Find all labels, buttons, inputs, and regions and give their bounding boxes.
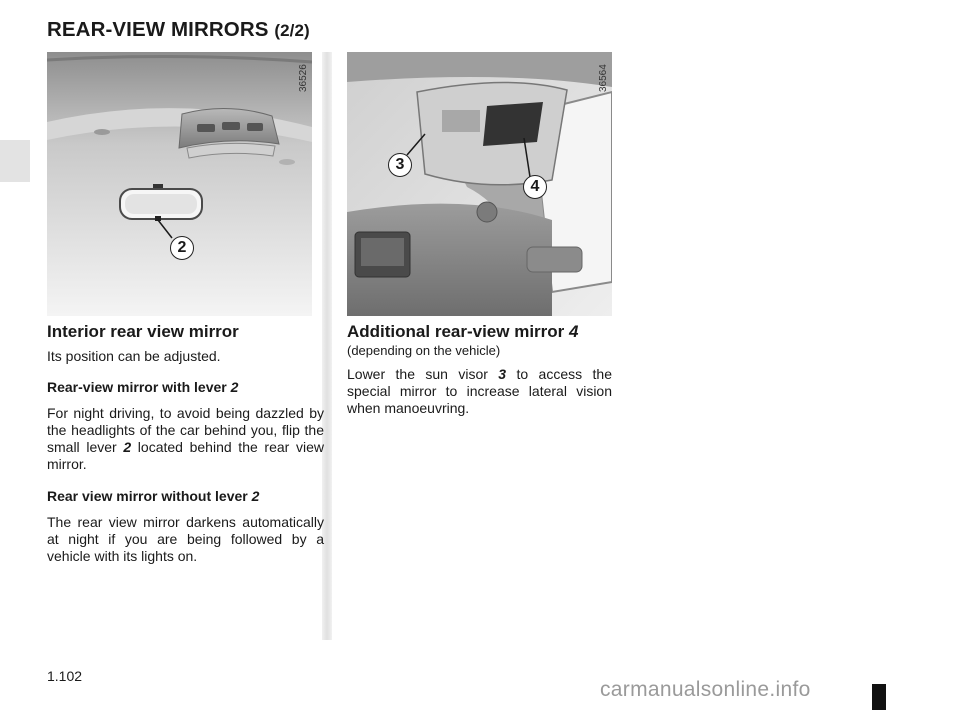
lever-ref: 2	[251, 488, 260, 504]
page-corner-mark	[872, 684, 886, 710]
interior-mirror-illustration	[47, 52, 312, 316]
subheading-without-lever: Rear view mirror without lever 2	[47, 488, 260, 504]
section-heading-additional-mirror: Additional rear-view mirror 4	[347, 322, 579, 341]
callout-4: 4	[523, 175, 547, 199]
section-tab	[0, 140, 30, 182]
paragraph-sun-visor: Lower the sun visor 3 to access the special mirror to increase lateral vision when manoeuvring.	[347, 366, 612, 416]
section-heading-interior-mirror: Interior rear view mirror	[47, 322, 239, 341]
callout-3: 3	[388, 153, 412, 177]
figure-ref-number: 36526	[298, 64, 309, 92]
vehicle-note: (depending on the vehicle)	[347, 343, 501, 358]
page-title-suffix: (2/2)	[274, 21, 310, 40]
lever-ref: 2	[123, 439, 132, 455]
paragraph-night-driving: For night driving, to avoid being dazzled by the headlights of the car behind you, flip the small lever 2 located behind the rear view mirror.	[47, 405, 325, 472]
subheading-with-lever: Rear-view mirror with lever 2	[47, 379, 239, 395]
lever-ref: 2	[230, 379, 239, 395]
mirror-ref: 4	[569, 322, 579, 341]
callout-2: 2	[170, 236, 194, 260]
page-title: REAR-VIEW MIRRORS (2/2)	[47, 18, 310, 41]
intro-text: Its position can be adjusted.	[47, 348, 221, 364]
sun-visor-illustration	[347, 52, 612, 316]
visor-ref: 3	[498, 366, 507, 382]
paragraph-auto-darken: The rear view mirror darkens automatically at night if you are being followed by a vehicle with its lights on.	[47, 514, 324, 564]
figure-ref-number: 36564	[598, 64, 609, 92]
page-number: 1.102	[47, 668, 83, 684]
watermark: carmanualsonline.info	[600, 678, 811, 701]
